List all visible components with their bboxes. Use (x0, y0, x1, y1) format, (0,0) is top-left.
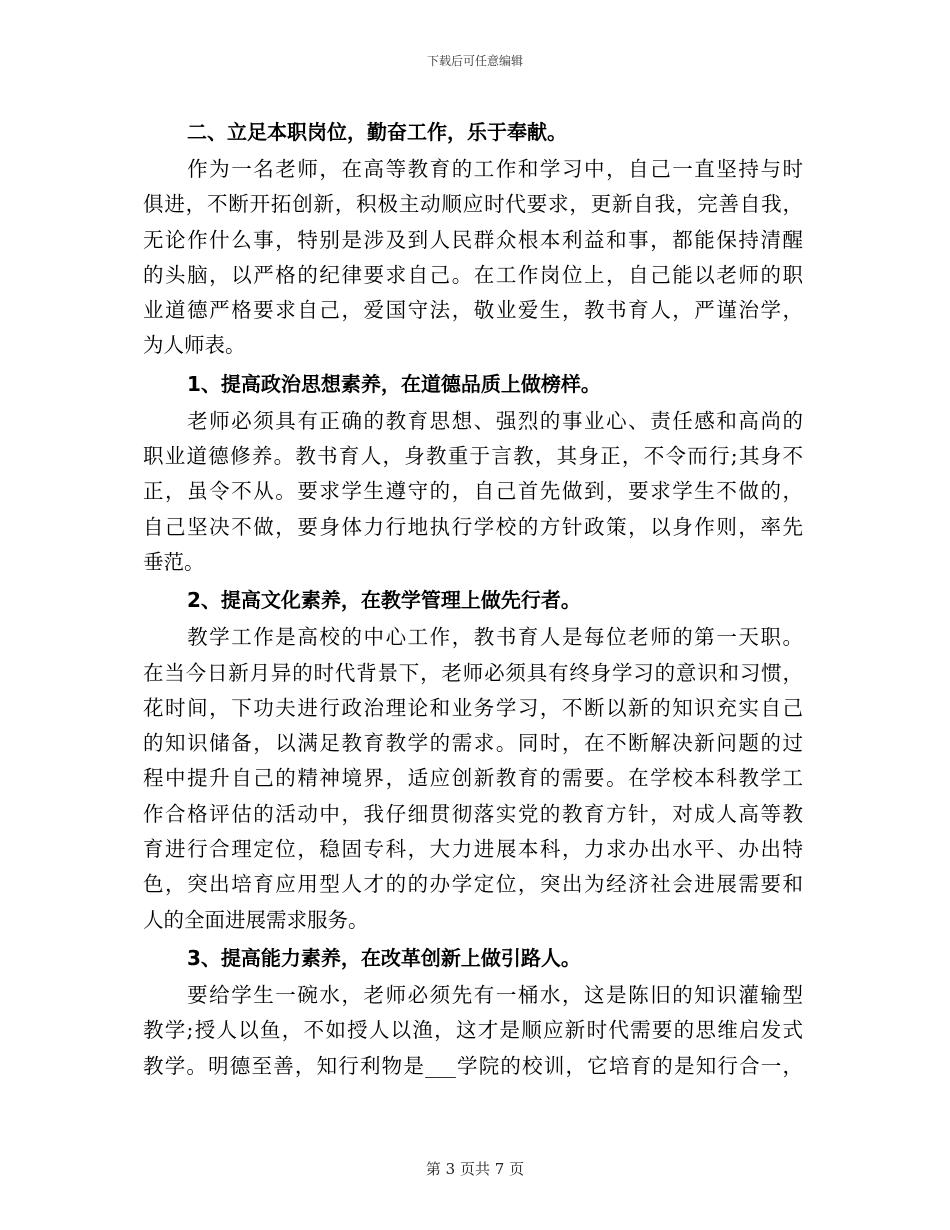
paragraph-line: 花时间，下功夫进行政治理论和业务学习，不断以新的知识充实自己 (143, 695, 803, 720)
document-body (143, 112, 803, 1084)
paragraph-line: 教学工作是高校的中心工作，教书育人是每位老师的第一天职。 (143, 625, 803, 650)
paragraph-line: 自己坚决不做，要身体力行地执行学校的方针政策，以身作则，率先 (143, 514, 803, 539)
paragraph-line: 程中提升自己的精神境界，适应创新教育的需要。在学校本科教学工 (143, 766, 803, 791)
paragraph-line: 作为一名老师，在高等教育的工作和学习中，自己一直坚持与时 (143, 157, 803, 181)
paragraph-line: 垂范。 (143, 549, 205, 574)
paragraph-line: 的头脑，以严格的纪律要求自己。在工作岗位上，自己能以老师的职 (143, 262, 803, 287)
paragraph-line: 的知识储备，以满足教育教学的需求。同时，在不断解决新问题的过 (143, 731, 803, 756)
paragraph-line: 正，虽令不从。要求学生遵守的，自己首先做到，要求学生不做的， (143, 479, 803, 504)
page-footer: 第 3 页共 7 页 (425, 1160, 525, 1178)
paragraph-line: 俱进，不断开拓创新，积极主动顺应时代要求，更新自我，完善自我， (143, 192, 803, 217)
page-header: 下载后可任意编辑 (426, 54, 523, 68)
paragraph-line: 业道德严格要求自己，爱国守法，敬业爱生，教书育人，严谨治学， (143, 298, 803, 323)
section-heading: 3、提高能力素养，在改革创新上做引路人。 (187, 945, 581, 970)
paragraph-line: 在当今日新月异的时代背景下，老师必须具有终身学习的意识和习惯， (143, 660, 803, 685)
paragraph-line: 人的全面进展需求服务。 (143, 907, 369, 932)
paragraph-line: 职业道德修养。教书育人，身教重于言教，其身正，不令而行;其身不 (143, 444, 803, 469)
paragraph-line: 为人师表。 (143, 333, 246, 358)
paragraph-line: 教学。明德至善，知行利物是___学院的校训，它培育的是知行合一， (143, 1053, 803, 1078)
section-heading: 1、提高政治思想素养，在道德品质上做榜样。 (187, 371, 601, 396)
paragraph-line: 老师必须具有正确的教育思想、强烈的事业心、责任感和高尚的 (143, 408, 803, 433)
paragraph-line: 教学;授人以鱼，不如授人以渔，这才是顺应新时代需要的思维启发式 (143, 1018, 803, 1043)
section-heading: 二、立足本职岗位，勤奋工作，乐于奉献。 (187, 120, 567, 144)
paragraph-line: 育进行合理定位，稳固专科，大力进展本科，力求办出水平、办出特 (143, 837, 803, 862)
paragraph-line: 无论作什么事，特别是涉及到人民群众根本利益和事，都能保持清醒 (143, 227, 803, 252)
section-heading: 2、提高文化素养，在教学管理上做先行者。 (187, 588, 581, 613)
paragraph-line: 作合格评估的活动中，我仔细贯彻落实党的教育方针，对成人高等教 (143, 801, 803, 826)
paragraph-line: 色，突出培育应用型人才的的办学定位，突出为经济社会进展需要和 (143, 872, 803, 897)
paragraph-line: 要给学生一碗水，老师必须先有一桶水，这是陈旧的知识灌输型 (143, 982, 803, 1007)
